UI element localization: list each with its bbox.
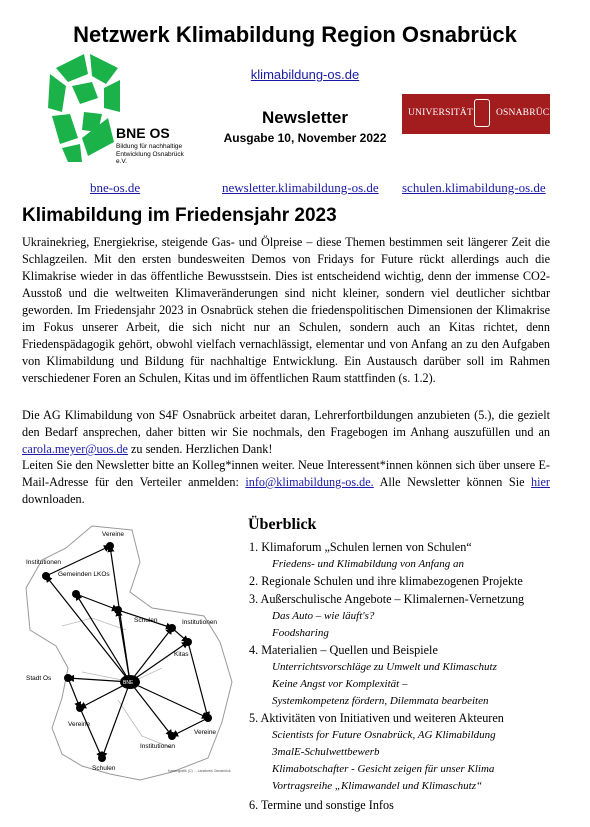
map-label: BNE xyxy=(123,680,134,686)
site-link[interactable]: klimabildung-os.de xyxy=(250,67,360,82)
map-label: Schulen xyxy=(92,765,116,772)
university-logo xyxy=(402,94,557,134)
newsletter-label: Newsletter xyxy=(262,108,348,127)
paragraph-text: downloaden. xyxy=(22,492,85,506)
download-link[interactable]: hier xyxy=(531,475,550,489)
overview-subitem: Foodsharing xyxy=(272,627,329,639)
overview-subitem: Systemkompetenz fördern, Dilemmata bearbeiten xyxy=(272,695,489,707)
overview-subitem: Keine Angst vor Komplexität – xyxy=(272,678,408,690)
map-label: Institutionen xyxy=(26,559,62,566)
network-node xyxy=(76,704,84,712)
map-label: Kitas xyxy=(174,651,189,658)
paragraph-text: zu senden. Herzlichen Dank! xyxy=(127,442,273,456)
network-link xyxy=(76,594,118,610)
overview-subitem: Klimabotschafter - Gesicht zeigen für unser Klima xyxy=(272,763,495,775)
intro-paragraph: Ukrainekrieg, Energiekrise, steigende Gas- und Ölpreise – diese Themen bestimmen seit längerer Zeit die Schlagzeilen. Mit den ersten bundesweiten Demos von Fridays for Future rückt allerdings auch die Klimakrise wieder in das öffentliche Bewusstsein. Dies ist entscheidend wichtig, denn der immense CO2-Ausstoß und die weltweiten Klimaveränderungen sind nicht kleiner, sondern viel deutlicher sichtbar geworden. Im Friedensjahr 2023 in Osnabrück stehen die friedenspolitischen Dimensionen der Klimakrise im Fokus unserer Arbeit, die sich nicht nur an Schulen, sondern auch an Kitas richtet, denn Friedenspädagogik gehört, obwohl vielfach vernachlässigt, elementar und von Anfang an zu den Aufgaben von Klimabildung und Bildung für nachhaltige Entwicklung. Ein Austausch darüber soll im Rahmen verschiedener Foren an Schulen, Kitas und im öffentlichen Raum stattfinden (s. 1.2). xyxy=(22,235,550,385)
network-node xyxy=(106,542,114,550)
network-map xyxy=(22,522,242,784)
overview-subitem: Friedens- und Klimabildung von Anfang an xyxy=(272,558,464,570)
network-link xyxy=(102,682,130,758)
map-label: Vereine xyxy=(68,721,91,728)
overview-item: 5. Aktivitäten von Initiativen und weiteren Akteuren xyxy=(249,711,504,725)
network-node xyxy=(72,590,80,598)
network-link xyxy=(46,576,130,682)
network-node xyxy=(184,638,192,646)
bne-os-logo xyxy=(48,52,120,164)
network-link xyxy=(80,708,102,758)
logo-segment xyxy=(72,82,98,104)
overview-subitem: Vortragsreihe „Klimawandel und Klimaschutz“ xyxy=(272,780,483,792)
bne-os-subtitle: Bildung für nachhaltige Entwicklung Osnabrück e.V. xyxy=(116,143,184,165)
logo-segment xyxy=(52,114,78,144)
network-link xyxy=(130,628,172,682)
map-label: Vereine xyxy=(102,531,125,538)
overview-subitem: Scientists for Future Osnabrück, AG Klimabildung xyxy=(272,729,496,741)
logo-segment xyxy=(62,144,82,162)
overview-item: 1. Klimaforum „Schulen lernen von Schulen“ xyxy=(249,540,472,554)
map-label: Schulen xyxy=(134,617,158,624)
network-node xyxy=(168,732,176,740)
network-node xyxy=(42,572,50,580)
map-label: Vereine xyxy=(194,729,217,736)
map-label: Institutionen xyxy=(182,619,218,626)
overview-item: 6. Termine und sonstige Infos xyxy=(249,798,394,812)
logo-segment xyxy=(56,54,88,82)
network-node xyxy=(168,624,176,632)
carola-email-link[interactable]: carola.meyer@uos.de xyxy=(22,442,128,456)
network-link xyxy=(130,682,208,718)
network-link xyxy=(188,642,208,718)
network-node xyxy=(98,754,106,762)
logo-segment xyxy=(90,54,118,84)
schulen-link[interactable]: schulen.klimabildung-os.de xyxy=(402,180,546,195)
overview-item: 3. Außerschulische Angebote – Klimalernen-Vernetzung xyxy=(249,592,525,606)
network-link xyxy=(68,678,80,708)
paragraph-text: Alle Newsletter können Sie xyxy=(373,475,532,489)
overview-item: 2. Regionale Schulen und ihre klimabezogenen Projekte xyxy=(249,574,523,588)
section-title: Klimabildung im Friedensjahr 2023 xyxy=(22,205,337,226)
paragraph-text: Die AG Klimabildung von S4F Osnabrück arbeitet daran, Lehrerfortbildungen anzubieten (5.), die gezielt den Bedarf ansprechen, daher bitten wir Sie nochmals, den Fragebogen im Anhang auszufüllen und an xyxy=(22,408,550,439)
overview-item: 4. Materialien – Quellen und Beispiele xyxy=(249,643,438,657)
overview-subitem: Das Auto – wie läuft's? xyxy=(272,610,375,622)
network-link xyxy=(130,642,188,682)
network-node xyxy=(114,606,122,614)
forwarding-paragraph xyxy=(22,457,550,508)
info-email-link[interactable]: info@klimabildung-os.de. xyxy=(245,475,374,489)
map-caption: Kartengrafik (C) ... Landkreis Osnabrück xyxy=(168,769,231,773)
map-label: Gemeinden LKOs xyxy=(58,571,110,578)
overview-subitem: Unterrichtsvorschläge zu Umwelt und Klimaschutz xyxy=(272,661,497,673)
newsletter-title: Netzwerk Klimabildung Region Osnabrück xyxy=(73,22,517,47)
university-logo-left: UNIVERSITÄT xyxy=(408,108,473,118)
map-label: Institutionen xyxy=(140,743,176,750)
overview-subitem: 3malE-Schulwettbewerb xyxy=(272,746,380,758)
bne-os-link[interactable]: bne-os.de xyxy=(90,180,141,195)
logo-segment xyxy=(48,74,66,112)
seal-icon xyxy=(474,99,490,127)
network-node xyxy=(64,674,72,682)
network-link xyxy=(76,594,130,682)
questionnaire-paragraph xyxy=(22,407,550,458)
university-logo-right: OSNABRÜCK xyxy=(496,108,557,118)
district-border xyxy=(62,618,172,748)
map-label: Stadt Os xyxy=(26,675,52,682)
issue-label: Ausgabe 10, November 2022 xyxy=(223,131,387,145)
logo-segment xyxy=(104,80,120,112)
newsletter-archive-link[interactable]: newsletter.klimabildung-os.de xyxy=(222,180,379,195)
overview-title: Überblick xyxy=(248,516,317,533)
bne-os-name: BNE OS xyxy=(116,125,170,141)
paragraph-text: Leiten Sie den Newsletter bitte an Kolleg*innen weiter. Neue Interessent*innen können sich über unsere E-Mail-Adresse für den Verteiler anmelden: xyxy=(22,458,550,489)
network-node xyxy=(204,714,212,722)
